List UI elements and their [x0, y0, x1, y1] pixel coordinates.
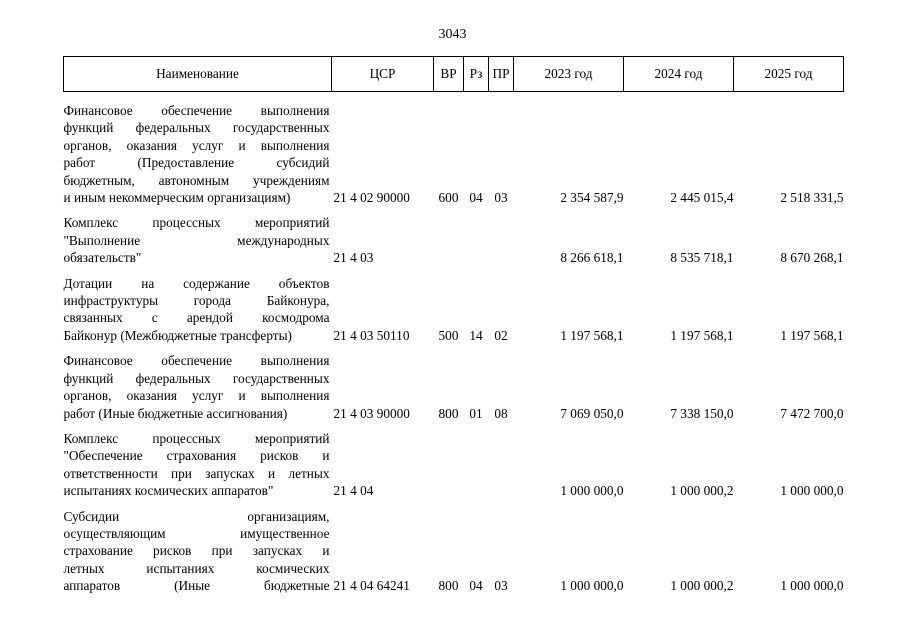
table-row — [64, 508, 844, 595]
header-vr: ВР — [434, 57, 464, 92]
budget-table — [63, 56, 844, 595]
row-name-line: летных испытаниях космических — [63, 560, 330, 576]
row-vr: 600 — [438, 190, 459, 206]
row-spacer-cell — [64, 267, 844, 275]
row-vr: 800 — [438, 578, 459, 594]
row-name-line: испытаниях космических аппаратов" — [63, 483, 274, 499]
row-spacer-cell — [64, 500, 844, 508]
row-name-line: работ (Предоставление субсидий — [63, 155, 330, 171]
row-2025: 7 472 700,0 — [780, 405, 844, 421]
page-number: 3043 — [438, 27, 467, 42]
row-spacer-cell — [64, 344, 844, 352]
row-name-line: Субсидии организациям, — [63, 508, 330, 524]
row-spacer — [64, 500, 844, 508]
row-name-line: Финансовое обеспечение выполнения — [63, 103, 330, 118]
row-2023: 7 069 050,0 — [560, 405, 624, 421]
row-rz: 14 — [469, 327, 483, 343]
table-body — [64, 92, 844, 595]
row-name — [64, 275, 332, 345]
row-csr: 21 4 03 — [333, 250, 374, 266]
row-2023: 1 197 568,1 — [560, 327, 624, 343]
row-name-line: Дотации на содержание объектов — [63, 275, 330, 291]
row-vr: 500 — [438, 327, 459, 343]
row-2025: 2 518 331,5 — [780, 190, 844, 206]
row-name — [64, 430, 332, 500]
table-row — [64, 430, 844, 500]
row-name — [64, 102, 332, 206]
row-spacer — [64, 344, 844, 352]
row-name — [64, 352, 332, 422]
row-2024: 1 000 000,2 — [670, 483, 734, 499]
row-name — [64, 214, 332, 266]
row-vr — [434, 214, 464, 266]
header-csr: ЦСР — [332, 57, 434, 92]
row-rz: 01 — [469, 405, 483, 421]
row-pr: 02 — [494, 327, 508, 343]
row-name-line: органов, оказания услуг и выполнения — [63, 137, 330, 153]
row-spacer — [64, 206, 844, 214]
row-2025: 1 000 000,0 — [780, 578, 844, 594]
header-name: Наименование — [64, 57, 332, 92]
row-name-line: Комплекс процессных мероприятий — [63, 430, 330, 446]
header-pr: ПР — [489, 57, 514, 92]
row-spacer-cell — [64, 206, 844, 214]
row-name-line: органов, оказания услуг и выполнения — [63, 388, 330, 404]
row-pr — [489, 430, 514, 500]
row-pr: 08 — [494, 405, 508, 421]
row-pr: 03 — [494, 578, 508, 594]
row-2023: 2 354 587,9 — [560, 190, 624, 206]
row-name-line: осуществляющим имущественное — [63, 525, 330, 541]
row-vr: 800 — [438, 405, 459, 421]
row-name-line: "Обеспечение страхования рисков и — [63, 448, 330, 464]
row-name-line: функций федеральных государственных — [63, 370, 330, 386]
row-2025: 8 670 268,1 — [780, 250, 844, 266]
row-name-line: страхование рисков при запусках и — [63, 543, 330, 559]
row-name-line: бюджетным, автономным учреждениям — [63, 172, 330, 188]
row-2024: 1 000 000,2 — [670, 578, 734, 594]
row-spacer — [64, 267, 844, 275]
header-2025: 2025 год — [734, 57, 844, 92]
row-name — [64, 508, 332, 595]
row-spacer-cell — [64, 422, 844, 430]
row-2023: 1 000 000,0 — [560, 578, 624, 594]
row-2024: 7 338 150,0 — [670, 405, 734, 421]
row-2024: 2 445 015,4 — [670, 190, 734, 206]
row-rz: 04 — [469, 190, 483, 206]
row-rz: 04 — [469, 578, 483, 594]
row-name-line: функций федеральных государственных — [63, 120, 330, 136]
header-rz: Рз — [464, 57, 489, 92]
row-2023: 1 000 000,0 — [560, 483, 624, 499]
row-name-line: обязательств" — [63, 250, 142, 266]
table-row — [64, 352, 844, 422]
row-spacer — [64, 92, 844, 103]
row-pr: 03 — [494, 190, 508, 206]
table-header — [64, 57, 844, 92]
row-csr: 21 4 03 50110 — [333, 327, 410, 343]
row-csr: 21 4 04 — [333, 483, 374, 499]
row-name-line: ответственности при запусках и летных — [63, 465, 330, 481]
row-name-line: "Выполнение международных — [63, 232, 330, 248]
row-2024: 1 197 568,1 — [670, 327, 734, 343]
row-csr: 21 4 04 64241 — [333, 578, 410, 594]
table-row — [64, 275, 844, 345]
row-rz — [464, 214, 489, 266]
row-2025: 1 197 568,1 — [780, 327, 844, 343]
row-rz — [464, 430, 489, 500]
row-name-line: Байконур (Межбюджетные трансферты) — [63, 327, 292, 343]
row-2024: 8 535 718,1 — [670, 250, 734, 266]
row-name-line: работ (Иные бюджетные ассигнования) — [63, 405, 288, 421]
table-row — [64, 102, 844, 206]
row-name-line: Финансовое обеспечение выполнения — [63, 353, 330, 369]
row-name-line: Комплекс процессных мероприятий — [63, 215, 330, 231]
header-2024: 2024 год — [624, 57, 734, 92]
row-csr: 21 4 02 90000 — [333, 190, 410, 206]
row-2023: 8 266 618,1 — [560, 250, 624, 266]
row-csr: 21 4 03 90000 — [333, 405, 410, 421]
table-row — [64, 214, 844, 266]
row-name-line: и иным некоммерческим организациям) — [63, 190, 291, 206]
header-2023: 2023 год — [514, 57, 624, 92]
row-spacer-cell — [64, 92, 844, 103]
row-name-line: аппаратов (Иные бюджетные — [63, 578, 330, 594]
row-spacer — [64, 422, 844, 430]
row-pr — [489, 214, 514, 266]
row-name-line: связанных с арендой космодрома — [63, 310, 330, 326]
row-name-line: инфраструктуры города Байконура, — [63, 293, 330, 309]
row-vr — [434, 430, 464, 500]
row-2025: 1 000 000,0 — [780, 483, 844, 499]
